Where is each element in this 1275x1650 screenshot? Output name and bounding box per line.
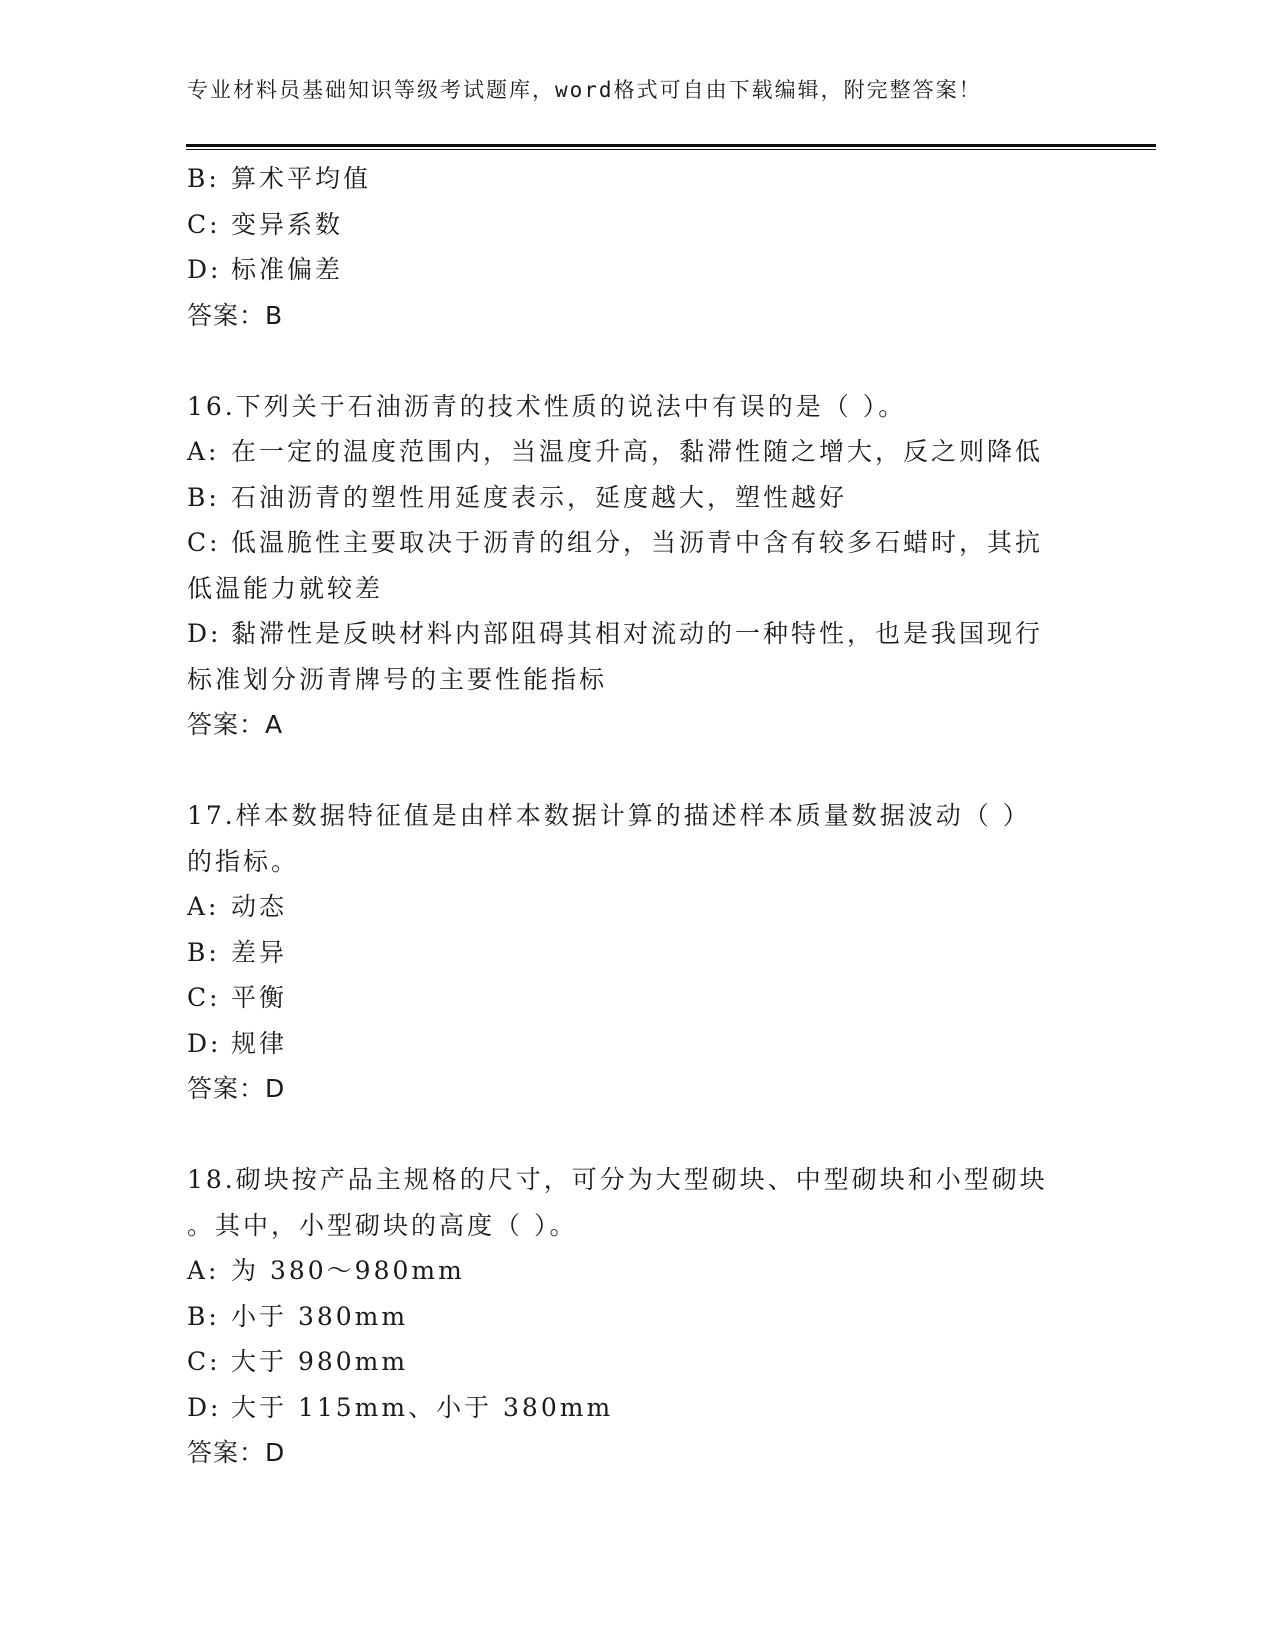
option-d: D: 黏滞性是反映材料内部阻碍其相对流动的一种特性，也是我国现行 [187, 619, 1044, 648]
document-body [187, 156, 1082, 1476]
answer-16: 答案：A [187, 710, 284, 739]
answer-17: 答案：D [187, 1074, 286, 1103]
option-a: A: 为 380～980mm [187, 1256, 465, 1285]
option-b: B: 小于 380mm [187, 1301, 409, 1331]
answer-15: 答案：B [187, 300, 284, 330]
option-c: C: 平衡 [187, 983, 288, 1012]
option-c: C: 变异系数 [187, 209, 344, 239]
option-b: B: 石油沥青的塑性用延度表示，延度越大，塑性越好 [187, 482, 848, 512]
question-18-text-continued: 。其中，小型砌块的高度（ ）。 [187, 1210, 578, 1240]
page-header: 专业材料员基础知识等级考试题库，word格式可自由下载编辑，附完整答案！ [187, 78, 982, 102]
option-b: B: 算术平均值 [187, 164, 372, 193]
option-c-continued: 低温能力就较差 [187, 573, 384, 603]
option-d: D: 规律 [187, 1028, 288, 1058]
option-c: C: 大于 980mm [187, 1347, 409, 1376]
question-18-text: 18.砌块按产品主规格的尺寸，可分为大型砌块、中型砌块和小型砌块 [187, 1165, 1048, 1194]
option-a: A: 动态 [187, 892, 288, 921]
question-16-text: 16.下列关于石油沥青的技术性质的说法中有误的是（ ）。 [187, 391, 907, 421]
answer-18: 答案：D [187, 1438, 286, 1467]
option-d-continued: 标准划分沥青牌号的主要性能指标 [187, 664, 608, 694]
option-d: D: 标准偏差 [187, 255, 344, 284]
question-17-text-continued: 的指标。 [187, 846, 300, 876]
question-18 [187, 1157, 1082, 1476]
option-a: A: 在一定的温度范围内，当温度升高，黏滞性随之增大，反之则降低 [187, 437, 1044, 466]
option-c: C: 低温脆性主要取决于沥青的组分，当沥青中含有较多石蜡时，其抗 [187, 528, 1044, 557]
question-15-options [187, 156, 1082, 338]
header-rule-thick [186, 144, 1156, 147]
header-rule-thin [186, 149, 1156, 150]
option-d: D: 大于 115mm、小于 380mm [187, 1392, 614, 1422]
question-17 [187, 793, 1082, 1112]
question-17-text: 17.样本数据特征值是由样本数据计算的描述样本质量数据波动（ ） [187, 801, 1031, 830]
option-b: B: 差异 [187, 937, 288, 967]
question-16 [187, 384, 1082, 748]
